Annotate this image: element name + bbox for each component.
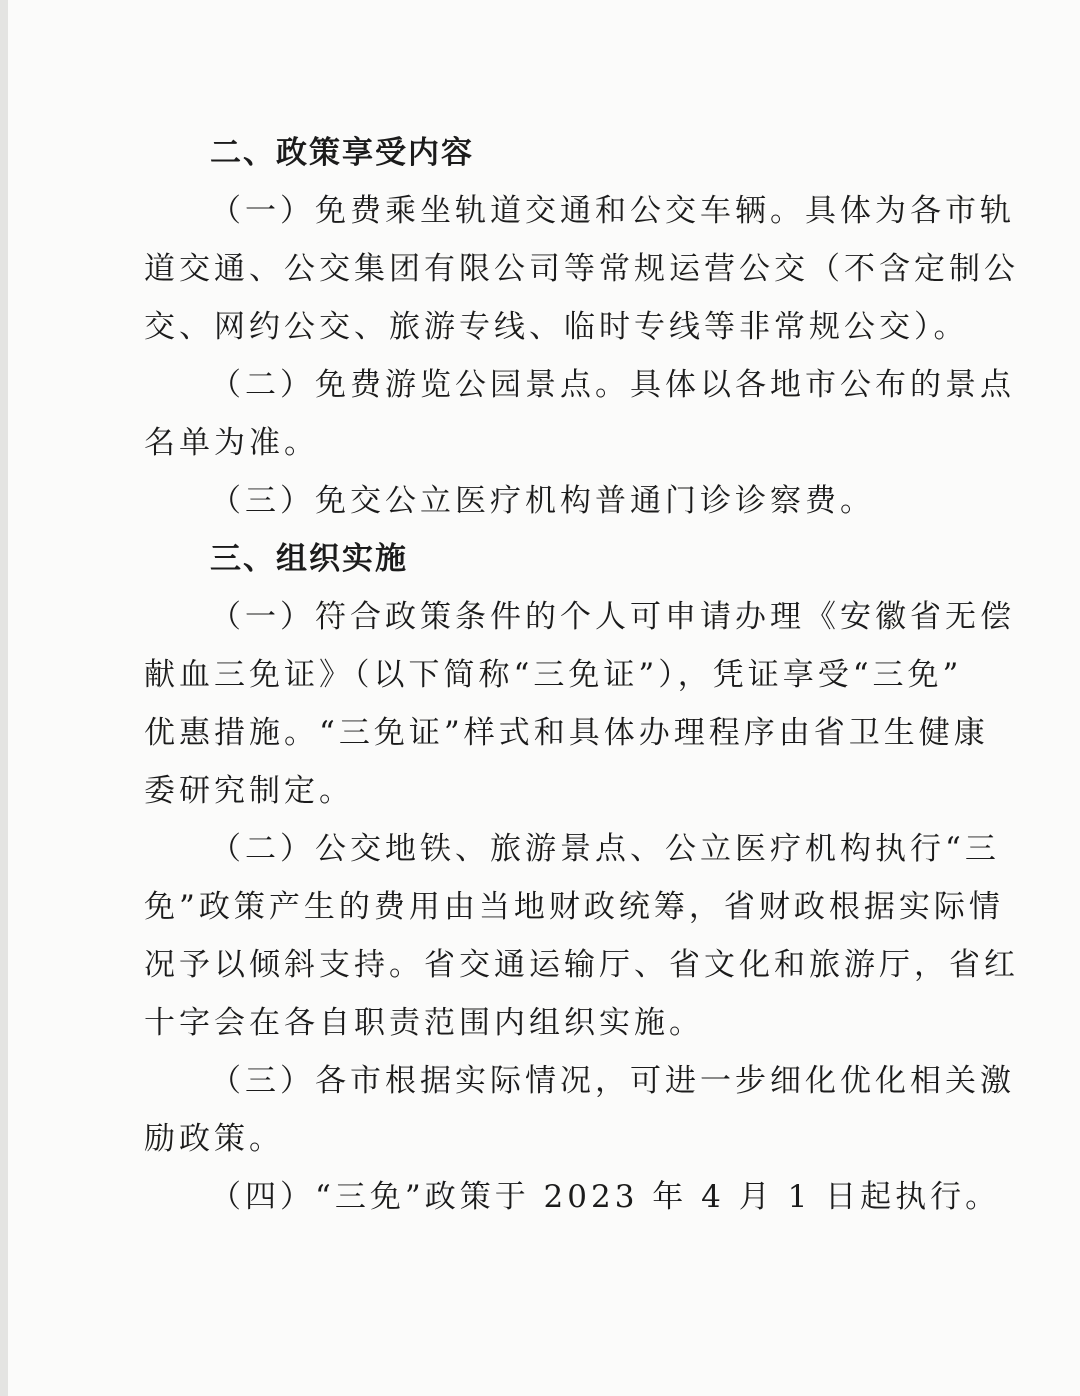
text-line: 励政策。 [144, 1121, 284, 1157]
text-line: 道交通、公交集团有限公司等常规运营公交（不含定制公 [144, 251, 1019, 287]
paragraph-city-refinement [144, 1052, 1015, 1168]
paragraph-free-clinic-fee [144, 472, 956, 530]
section-heading-implementation: 三、组织实施 [210, 541, 408, 577]
text-line: （四）“三免”政策于 2023 年 4 月 1 日起执行。 [210, 1179, 1001, 1215]
text-line: （二）免费游览公园景点。具体以各地市公布的景点 [210, 367, 1015, 403]
document-body [144, 124, 1019, 1226]
section-heading-policy-content: 二、政策享受内容 [210, 135, 474, 171]
text-line: （一）符合政策条件的个人可申请办理《安徽省无偿 [210, 599, 1015, 635]
text-line: 十字会在各自职责范围内组织实施。 [144, 1005, 704, 1041]
text-line: 委研究制定。 [144, 773, 354, 809]
paragraph-effective-date [144, 1168, 1001, 1226]
text-line: （二）公交地铁、旅游景点、公立医疗机构执行“三 [210, 831, 1000, 867]
text-line: 名单为准。 [144, 425, 319, 461]
text-line: 献血三免证》（以下简称“三免证”），凭证享受“三免” [144, 657, 963, 693]
paragraph-free-transit [144, 182, 1019, 356]
text-line: 优惠措施。“三免证”样式和具体办理程序由省卫生健康 [144, 715, 989, 751]
text-line: 况予以倾斜支持。省交通运输厅、省文化和旅游厅，省红 [144, 947, 1019, 983]
text-line: （三）各市根据实际情况，可进一步细化优化相关激 [210, 1063, 1015, 1099]
page-edge-shadow [0, 0, 8, 1396]
text-line: 免”政策产生的费用由当地财政统筹，省财政根据实际情 [144, 889, 1004, 925]
paragraph-free-parks [144, 356, 1015, 472]
text-line: （三）免交公立医疗机构普通门诊诊察费。 [210, 483, 875, 519]
text-line: （一）免费乘坐轨道交通和公交车辆。具体为各市轨 [210, 193, 1015, 229]
paragraph-funding [144, 820, 1019, 1052]
text-line: 交、网约公交、旅游专线、临时专线等非常规公交）。 [144, 309, 969, 345]
paragraph-certificate [144, 588, 1015, 820]
